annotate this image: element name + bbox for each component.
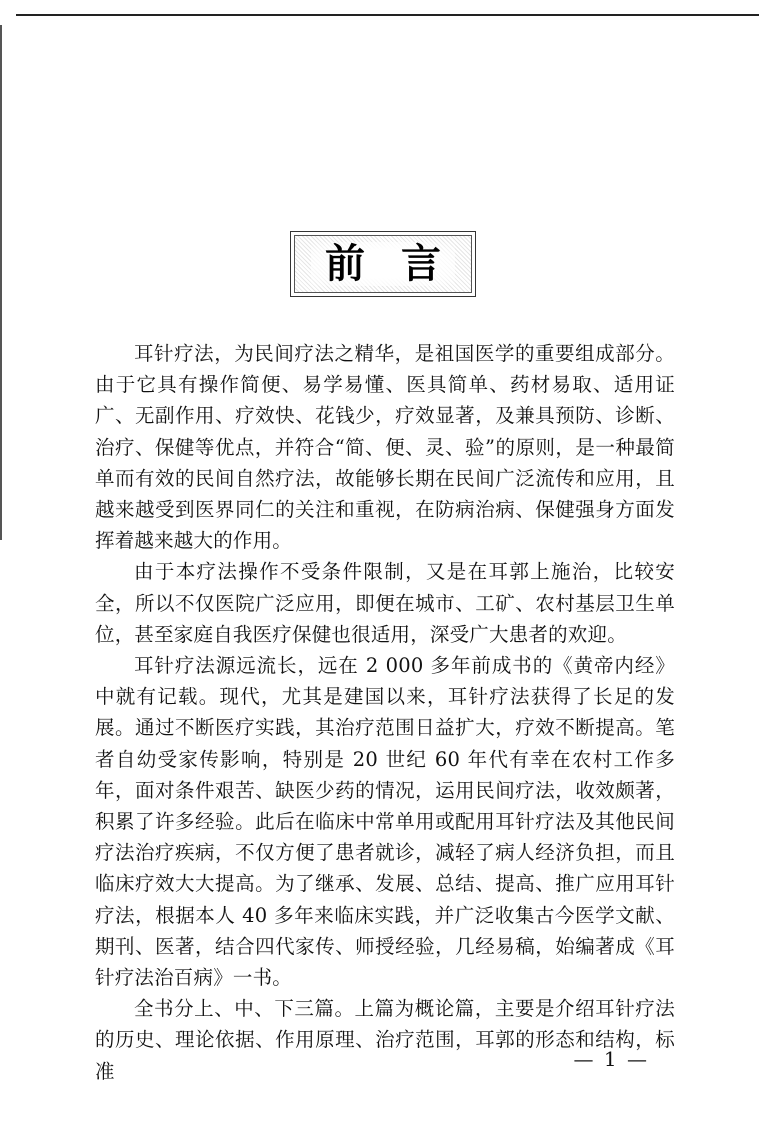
top-rule — [16, 14, 759, 16]
page-number: — 1 — — [573, 1047, 649, 1071]
heading-char-1: 前 — [325, 241, 365, 287]
heading-char-2: 言 — [401, 241, 441, 287]
paragraph-4: 全书分上、中、下三篇。上篇为概论篇，主要是介绍耳针疗法的历史、理论依据、作用原理、治疗范围，耳郭的形态和结构，标准 — [95, 997, 675, 1083]
paragraph-3: 耳针疗法源远流长，远在 2 000 多年前成书的《黄帝内经》中就有记载。现代，尤其是建国以来，耳针疗法获得了长足的发展。通过不断医疗实践，其治疗范围日益扩大，疗效不断提高。笔者自幼受家传影响，特别是 20 世纪 60 年代有幸在农村工作多年，面对条件艰苦、缺医少药的情况，运用民间疗法，收效颇著，积累了许多经验。此后在临床中常单用或配用耳针疗法及其他民间疗法治疗疾病，不仅方便了患者就诊，减轻了病人经济负担，而且临床疗效大大提高。为了继承、发展、总结、提高、推广应用耳针疗法，根据本人 40 多年来临床实践，并广泛收集古今医学文献、期刊、医著，结合四代家传、师授经验，几经易稿，始编著成《耳针疗法治百病》一书。 — [95, 654, 675, 990]
paragraph-2: 由于本疗法操作不受条件限制，又是在耳郭上施治，比较安全，所以不仅医院广泛应用，即便在城市、工矿、农村基层卫生单位，甚至家庭自我医疗保健也很适用，深受广大患者的欢迎。 — [95, 560, 675, 646]
heading-frame — [290, 231, 476, 297]
heading-title — [311, 242, 455, 286]
paragraph-1: 耳针疗法，为民间疗法之精华，是祖国医学的重要组成部分。由于它具有操作简便、易学易懂、医具简单、药材易取、适用证广、无副作用、疗效快、花钱少，疗效显著，及兼具预防、诊断、治疗、保健等优点，并符合“简、便、灵、验”的原则，是一种最简单而有效的民间自然疗法，故能够长期在民间广泛流传和应用，且越来越受到医界同仁的关注和重视，在防病治病、保健强身方面发挥着越来越大的作用。 — [95, 342, 675, 553]
preface-body — [95, 338, 675, 1087]
page-edge-shadow — [0, 25, 2, 540]
